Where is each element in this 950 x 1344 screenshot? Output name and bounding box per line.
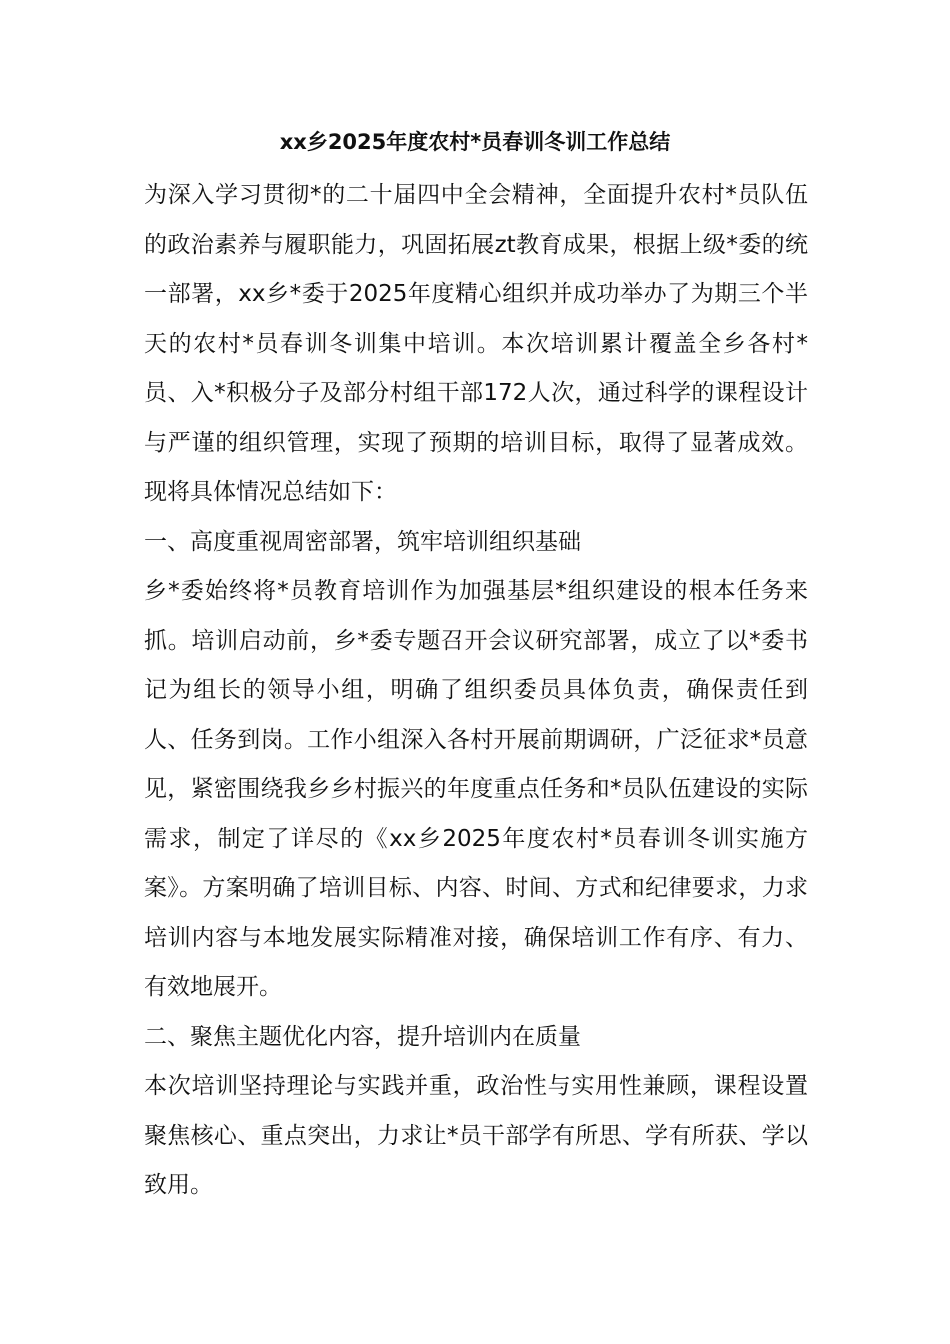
- document-body: [144, 171, 808, 1211]
- intro-paragraph: 为深入学习贯彻*的二十届四中全会精神，全面提升农村*员队伍的政治素养与履职能力，巩固拓展zt教育成果，根据上级*委的统一部署，xx乡*委于2025年度精心组织并成功举办了为期三个半天的农村*员春训冬训集中培训。本次培训累计覆盖全乡各村*员、入*积极分子及部分村组干部172人次，通过科学的课程设计与严谨的组织管理，实现了预期的培训目标，取得了显著成效。现将具体情况总结如下：: [144, 182, 808, 505]
- document-title: xx乡2025年度农村*员春训冬训工作总结: [279, 130, 671, 154]
- section-heading-1: 一、高度重视周密部署，筑牢培训组织基础: [144, 528, 581, 555]
- section-2-paragraph: 本次培训坚持理论与实践并重，政治性与实用性兼顾，课程设置聚焦核心、重点突出，力求让*员干部学有所思、学有所获、学以致用。: [144, 1073, 808, 1198]
- section-heading-2: 二、聚焦主题优化内容，提升培训内在质量: [144, 1023, 581, 1050]
- section-1-paragraph: 乡*委始终将*员教育培训作为加强基层*组织建设的根本任务来抓。培训启动前，乡*委专题召开会议研究部署，成立了以*委书记为组长的领导小组，明确了组织委员具体负责，确保责任到人、任务到岗。工作小组深入各村开展前期调研，广泛征求*员意见，紧密围绕我乡乡村振兴的年度重点任务和*员队伍建设的实际需求，制定了详尽的《xx乡2025年度农村*员春训冬训实施方案》。方案明确了培训目标、内容、时间、方式和纪律要求，力求培训内容与本地发展实际精准对接，确保培训工作有序、有力、有效地展开。: [144, 578, 808, 1000]
